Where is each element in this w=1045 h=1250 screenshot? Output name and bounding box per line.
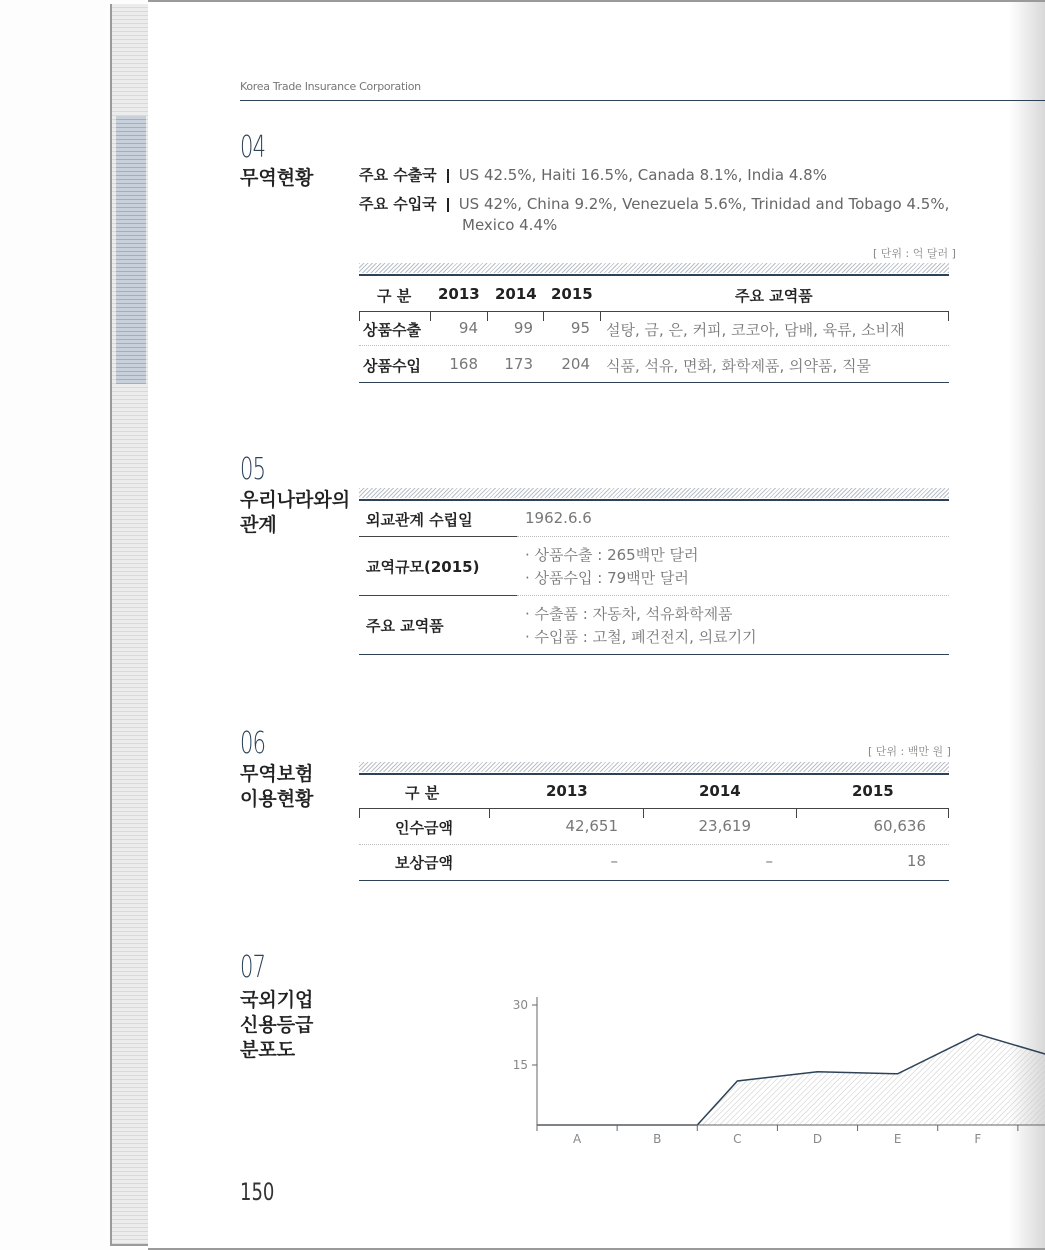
s06-unit: [ 단위 : 백만 원 ] <box>868 745 951 758</box>
header-rule <box>240 100 1045 101</box>
s04-row2-items: 식품, 석유, 면화, 화학제품, 의약품, 직물 <box>606 357 872 375</box>
s06-col-2015: 2015 <box>852 782 894 800</box>
section-06-title: 무역보험 이용현황 <box>240 763 314 810</box>
export-countries-value: US 42.5%, Haiti 16.5%, Canada 8.1%, India 4.8% <box>458 166 827 184</box>
s06-col-category: 구 분 <box>405 784 440 802</box>
import-countries-value-cont: Mexico 4.4% <box>462 216 558 234</box>
s04-row2-2013: 168 <box>449 355 478 373</box>
s06-col-2014: 2014 <box>699 782 741 800</box>
section-04-number: 04 <box>240 130 266 165</box>
s05-row1-value: 1962.6.6 <box>525 509 592 527</box>
document-page <box>148 0 1045 1250</box>
book-page-edges <box>110 4 150 1246</box>
chart-area-fill <box>537 1034 1045 1125</box>
section-06-number: 06 <box>240 726 266 761</box>
s04-row1-label: 상품수출 <box>363 321 421 339</box>
s04-row1-2014: 99 <box>513 319 533 337</box>
s04-col-items: 주요 교역품 <box>735 287 813 305</box>
chart-y-label-15: 15 <box>512 1058 528 1072</box>
s06-col-2013: 2013 <box>546 782 588 800</box>
s05-table-hatch <box>359 488 949 498</box>
s06-row1-label: 인수금액 <box>395 819 453 837</box>
s04-col-2015: 2015 <box>551 285 593 303</box>
s04-header-rule <box>359 311 949 312</box>
credit-rating-chart <box>348 987 982 1157</box>
s04-bottom-rule <box>359 382 949 383</box>
s05-row2-value2: · 상품수입 : 79백만 달러 <box>525 569 689 587</box>
page-number: 150 <box>240 1178 275 1206</box>
chart-y-label-30: 30 <box>512 998 528 1012</box>
s04-unit: [ 단위 : 억 달러 ] <box>873 247 956 260</box>
s04-col-category: 구 분 <box>377 287 412 305</box>
s06-table-hatch <box>359 762 949 772</box>
s06-row2-2013: – <box>610 852 618 870</box>
chart-x-label-A: A <box>572 1132 582 1146</box>
s06-row1-2014: 23,619 <box>698 817 751 835</box>
s04-row2-label: 상품수입 <box>363 357 421 375</box>
s04-row1-2015: 95 <box>570 319 590 337</box>
s04-col-2013: 2013 <box>438 285 480 303</box>
s06-row2-2014: – <box>765 852 773 870</box>
section-05-title: 우리나라와의 관계 <box>240 489 351 536</box>
s05-row3-value2: · 수입품 : 고철, 폐건전지, 의료기기 <box>525 628 757 646</box>
s04-row1-2013: 94 <box>458 319 478 337</box>
s04-row2-2014: 173 <box>504 355 533 373</box>
chart-x-label-C: C <box>733 1132 742 1146</box>
export-countries-line <box>359 164 827 185</box>
chart-x-label-B: B <box>653 1132 662 1146</box>
s04-table-hatch <box>359 263 949 273</box>
s04-row2-2015: 204 <box>561 355 590 373</box>
chart-x-label-E: E <box>893 1132 902 1146</box>
s05-row1-label: 외교관계 수립일 <box>366 511 473 529</box>
s05-row3-label: 주요 교역품 <box>366 617 444 635</box>
s06-row1-2015: 60,636 <box>873 817 926 835</box>
s04-table-top-rule <box>359 274 949 276</box>
section-07-title: 국외기업 신용등급 분포도 <box>240 989 314 1061</box>
s06-bottom-rule <box>359 880 949 881</box>
chart-x-label-F: F <box>974 1132 982 1146</box>
section-04-title: 무역현황 <box>240 167 314 189</box>
s05-row2-label: 교역규모(2015) <box>366 558 480 576</box>
s05-bottom-rule <box>359 654 949 655</box>
s04-row1-items: 설탕, 금, 은, 커피, 코코아, 담배, 육류, 소비재 <box>606 321 905 339</box>
import-countries-label: 주요 수입국 <box>359 195 437 213</box>
s04-col-2014: 2014 <box>495 285 537 303</box>
section-05-number: 05 <box>240 452 266 487</box>
s06-table-top-rule <box>359 773 949 775</box>
s05-table-top-rule <box>359 499 949 501</box>
running-header: Korea Trade Insurance Corporation <box>240 80 421 93</box>
s06-row2-label: 보상금액 <box>395 854 453 872</box>
chart-x-label-D: D <box>812 1132 823 1146</box>
s06-header-rule <box>359 808 949 809</box>
section-07-number: 07 <box>240 950 266 985</box>
import-countries-value: US 42%, China 9.2%, Venezuela 5.6%, Trinidad and Tobago 4.5%, <box>458 195 950 213</box>
export-countries-label: 주요 수출국 <box>359 166 437 184</box>
s06-row1-2013: 42,651 <box>565 817 618 835</box>
s05-row2-value1: · 상품수출 : 265백만 달러 <box>525 546 699 564</box>
s05-row3-value1: · 수출품 : 자동차, 석유화학제품 <box>525 605 733 623</box>
import-countries-line <box>359 193 949 214</box>
s06-row2-2015: 18 <box>906 852 926 870</box>
